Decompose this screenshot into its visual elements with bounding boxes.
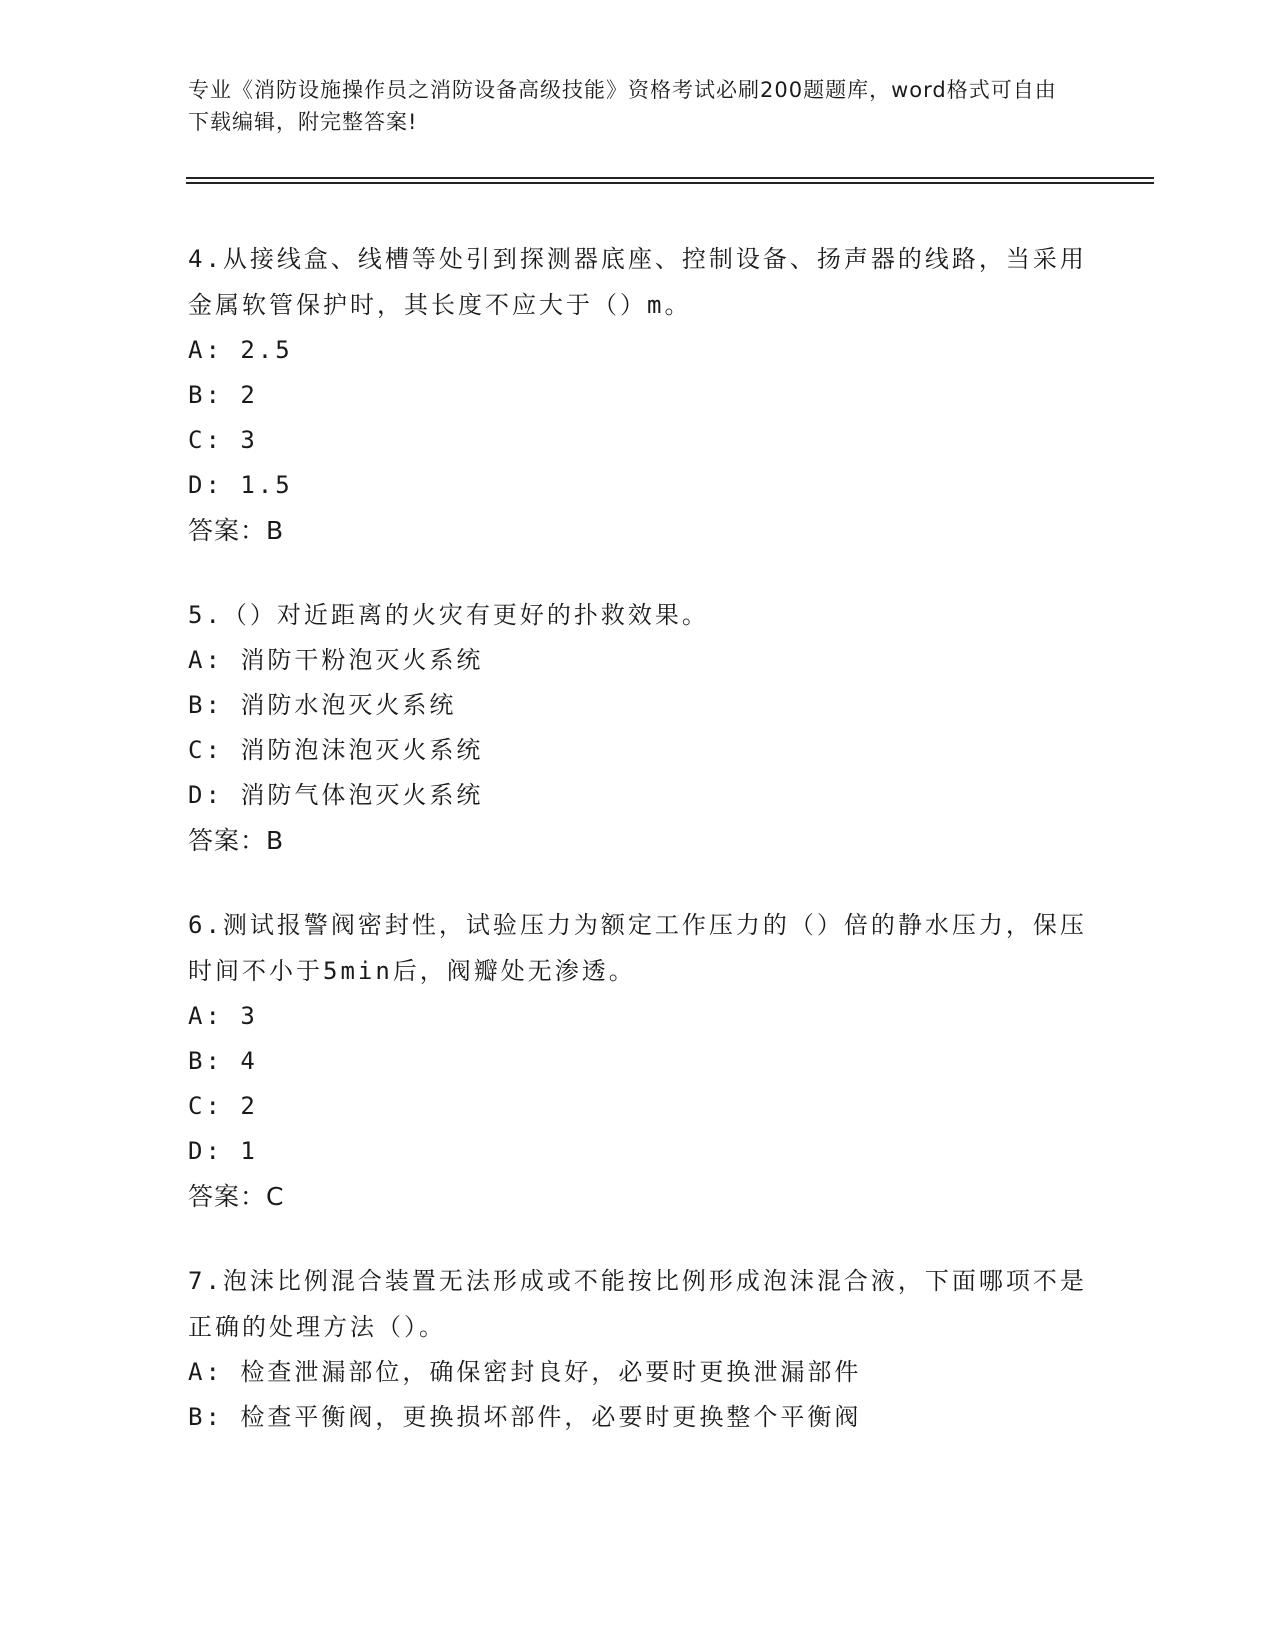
option-b: B: 4: [188, 1047, 258, 1075]
question-5: [188, 592, 1088, 864]
question-7: [188, 1258, 1088, 1440]
question-stem: 5.（）对近距离的火灾有更好的扑救效果。: [188, 601, 709, 629]
option-c: C: 3: [188, 426, 258, 454]
question-list: [188, 236, 1088, 1478]
answer-line: 答案：C: [188, 1182, 285, 1211]
document-header: 专业《消防设施操作员之消防设备高级技能》资格考试必刷200题题库，word格式可自由下载编辑，附完整答案!: [188, 78, 1057, 134]
header-divider-top: [186, 177, 1154, 179]
question-stem: 4.从接线盒、线槽等处引到探测器底座、控制设备、扬声器的线路，当采用金属软管保护时，其长度不应大于（）m。: [188, 245, 1087, 319]
option-a: A: 消防干粉泡灭火系统: [188, 646, 484, 674]
option-a: A: 3: [188, 1002, 258, 1030]
option-d: D: 1: [188, 1137, 258, 1165]
option-b: B: 消防水泡灭火系统: [188, 691, 457, 719]
question-stem: 6.测试报警阀密封性，试验压力为额定工作压力的（）倍的静水压力，保压时间不小于5min后，阀瓣处无渗透。: [188, 911, 1087, 985]
option-d: D: 1.5: [188, 471, 293, 499]
option-d: D: 消防气体泡灭火系统: [188, 781, 484, 809]
option-b: B: 2: [188, 381, 258, 409]
option-c: C: 2: [188, 1092, 258, 1120]
question-6: [188, 902, 1088, 1220]
answer-line: 答案：B: [188, 516, 285, 545]
option-a: A: 检查泄漏部位，确保密封良好，必要时更换泄漏部件: [188, 1358, 862, 1386]
question-stem: 7.泡沫比例混合装置无法形成或不能按比例形成泡沫混合液，下面哪项不是正确的处理方法（）。: [188, 1267, 1087, 1341]
option-c: C: 消防泡沫泡灭火系统: [188, 736, 484, 764]
header-divider-bottom: [186, 182, 1154, 184]
answer-line: 答案：B: [188, 826, 285, 855]
option-a: A: 2.5: [188, 336, 293, 364]
option-b: B: 检查平衡阀，更换损坏部件，必要时更换整个平衡阀: [188, 1403, 862, 1431]
question-4: [188, 236, 1088, 554]
